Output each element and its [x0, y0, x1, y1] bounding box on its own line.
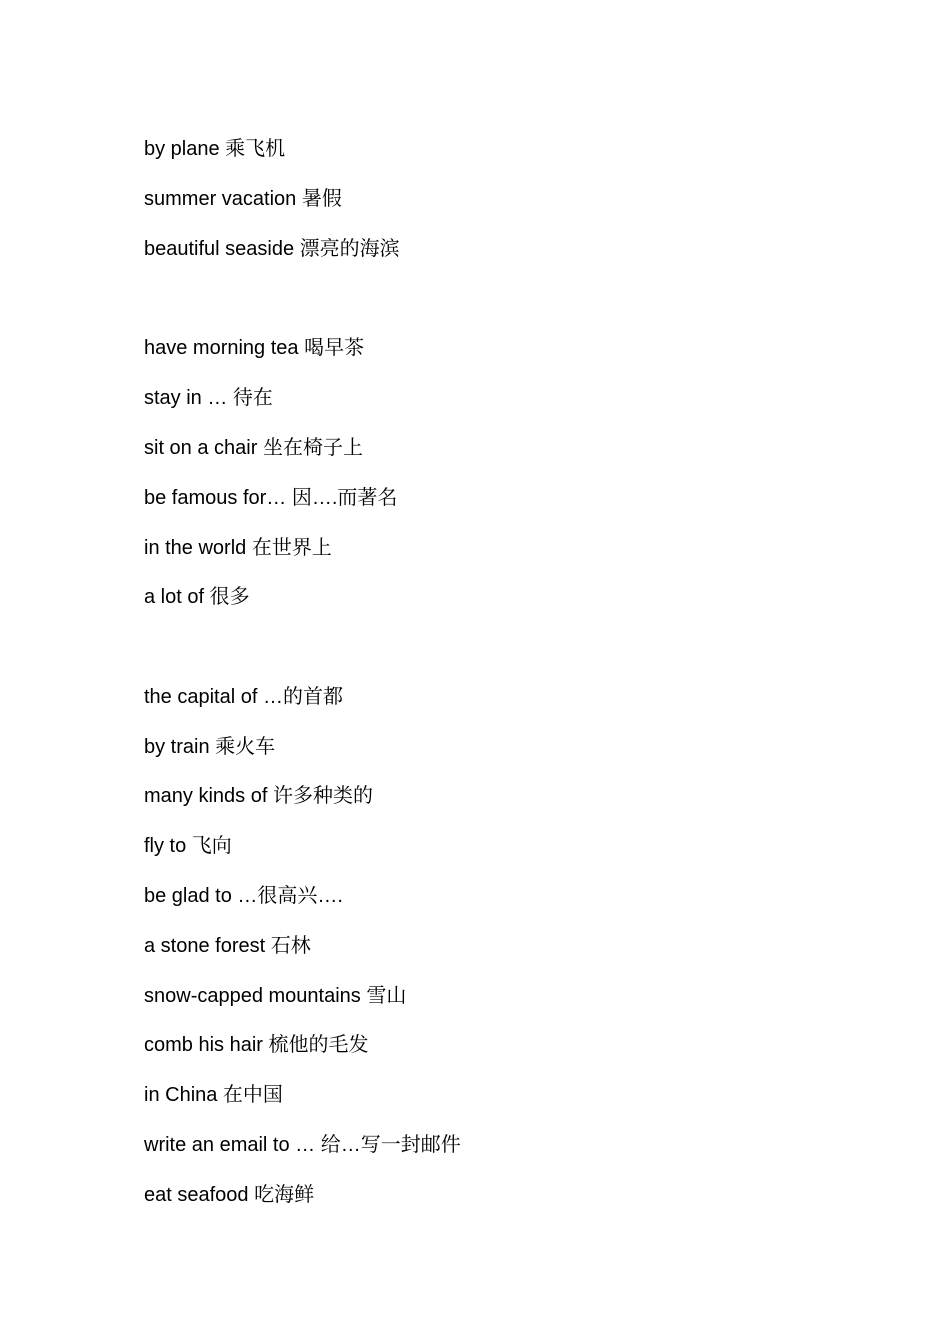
- phrase-line: summer vacation 暑假: [144, 188, 342, 210]
- phrase-line: snow-capped mountains 雪山: [144, 985, 407, 1007]
- phrase-line: eat seafood 吃海鲜: [144, 1184, 315, 1206]
- phrase-line: be glad to …很高兴….: [144, 885, 343, 907]
- phrase-line: have morning tea 喝早茶: [144, 337, 365, 359]
- phrase-line: beautiful seaside 漂亮的海滨: [144, 238, 400, 260]
- phrase-line: fly to 飞向: [144, 835, 232, 857]
- phrase-line: by plane 乘飞机: [144, 138, 286, 160]
- phrase-line: a lot of 很多: [144, 586, 250, 608]
- phrase-line: stay in … 待在: [144, 387, 273, 409]
- phrase-line: in the world 在世界上: [144, 537, 332, 559]
- phrase-line: in China 在中国: [144, 1084, 283, 1106]
- phrase-line: a stone forest 石林: [144, 935, 311, 957]
- phrase-line: comb his hair 梳他的毛发: [144, 1034, 369, 1056]
- phrase-line: sit on a chair 坐在椅子上: [144, 437, 363, 459]
- phrase-line: the capital of …的首都: [144, 686, 343, 708]
- phrase-line: be famous for… 因….而著名: [144, 487, 398, 509]
- phrase-line: write an email to … 给…写一封邮件: [144, 1134, 461, 1156]
- phrase-line: by train 乘火车: [144, 736, 276, 758]
- phrase-line: many kinds of 许多种类的: [144, 785, 373, 807]
